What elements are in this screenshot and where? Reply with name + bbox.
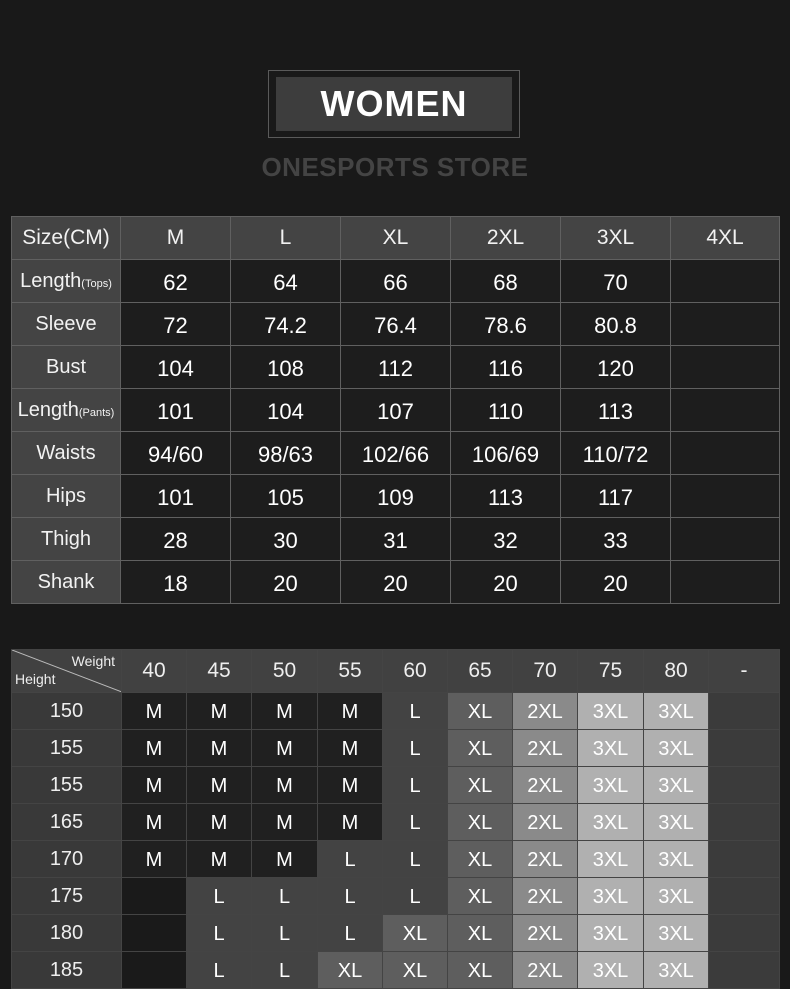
recommended-size: 2XL: [513, 952, 578, 989]
recommended-size: [709, 693, 780, 730]
recommended-size: [709, 804, 780, 841]
recommended-size: M: [122, 693, 187, 730]
recommended-size: L: [318, 915, 383, 952]
weight-label: Weight: [71, 653, 115, 669]
weight-header: -: [709, 650, 780, 693]
recommended-size: [709, 730, 780, 767]
page-title: WOMEN: [276, 77, 512, 131]
recommended-size: M: [252, 841, 318, 878]
measure-name: Sleeve: [35, 312, 97, 335]
measure-value: 20: [231, 561, 341, 604]
recommended-size: L: [383, 878, 448, 915]
recommended-size: M: [252, 804, 318, 841]
measure-qualifier: (Pants): [78, 406, 115, 419]
store-name: ONESPORTS STORE: [261, 152, 529, 182]
recommended-size: M: [318, 730, 383, 767]
recommended-size: XL: [448, 693, 513, 730]
size-row: [12, 303, 780, 346]
weight-header: 55: [318, 650, 383, 693]
measure-value: 68: [451, 260, 561, 303]
recommended-size: L: [187, 915, 252, 952]
size-row: [12, 346, 780, 389]
measure-value: 120: [561, 346, 671, 389]
measure-name: Bust: [45, 355, 87, 378]
height-label: 180: [12, 915, 122, 952]
measure-value: 76.4: [341, 303, 451, 346]
recommended-size: M: [122, 730, 187, 767]
recommended-size: M: [252, 693, 318, 730]
recommended-size: 3XL: [644, 915, 709, 952]
recommended-size: 3XL: [644, 841, 709, 878]
recommended-size: M: [318, 804, 383, 841]
measure-label: [12, 389, 121, 432]
weight-header: 65: [448, 650, 513, 693]
measure-label: [12, 518, 121, 561]
measure-label: [12, 475, 121, 518]
recommended-size: 3XL: [644, 804, 709, 841]
recommended-size: [709, 767, 780, 804]
measure-value: 18: [121, 561, 231, 604]
measure-value: 70: [561, 260, 671, 303]
height-label: Height: [15, 671, 56, 687]
weight-header: 75: [578, 650, 644, 693]
measure-value: 20: [451, 561, 561, 604]
measure-value: 66: [341, 260, 451, 303]
size-row: [12, 260, 780, 303]
size-row: [12, 518, 780, 561]
measure-value: 30: [231, 518, 341, 561]
recommended-size: M: [318, 693, 383, 730]
height-row: [12, 952, 780, 989]
recommended-size: XL: [448, 767, 513, 804]
measure-value: 101: [121, 389, 231, 432]
measure-value: [671, 260, 780, 303]
recommended-size: L: [383, 804, 448, 841]
measure-value: 62: [121, 260, 231, 303]
measure-value: 102/66: [341, 432, 451, 475]
recommended-size: M: [122, 804, 187, 841]
size-header-row: [12, 217, 780, 260]
recommended-size: M: [122, 841, 187, 878]
measure-name: Shank: [37, 570, 95, 593]
recommended-size: XL: [448, 841, 513, 878]
measure-value: 98/63: [231, 432, 341, 475]
recommended-size: L: [252, 952, 318, 989]
recommended-size: 2XL: [513, 767, 578, 804]
recommended-size: L: [383, 767, 448, 804]
recommended-size: XL: [318, 952, 383, 989]
height-row: [12, 878, 780, 915]
height-label: 170: [12, 841, 122, 878]
recommended-size: M: [252, 730, 318, 767]
recommended-size: XL: [448, 878, 513, 915]
measure-value: 33: [561, 518, 671, 561]
measure-value: 105: [231, 475, 341, 518]
measure-value: 32: [451, 518, 561, 561]
recommended-size: 3XL: [644, 693, 709, 730]
height-label: 155: [12, 767, 122, 804]
measure-value: [671, 346, 780, 389]
recommended-size: M: [187, 730, 252, 767]
height-row: [12, 693, 780, 730]
measure-value: 78.6: [451, 303, 561, 346]
height-label: 165: [12, 804, 122, 841]
measure-name: Waists: [36, 441, 96, 464]
recommended-size: [709, 878, 780, 915]
measure-value: 106/69: [451, 432, 561, 475]
recommended-size: M: [187, 767, 252, 804]
measure-value: 64: [231, 260, 341, 303]
recommended-size: 2XL: [513, 730, 578, 767]
measure-name: Length: [20, 269, 82, 292]
recommended-size: XL: [448, 915, 513, 952]
measure-value: 110/72: [561, 432, 671, 475]
size-header: 4XL: [671, 217, 780, 260]
height-row: [12, 915, 780, 952]
measure-value: 28: [121, 518, 231, 561]
recommended-size: L: [187, 952, 252, 989]
measure-value: 80.8: [561, 303, 671, 346]
recommended-size: 3XL: [578, 693, 644, 730]
measure-label: [12, 303, 121, 346]
recommended-size: 3XL: [578, 730, 644, 767]
measure-value: 117: [561, 475, 671, 518]
recommended-size: 3XL: [578, 878, 644, 915]
height-label: 150: [12, 693, 122, 730]
recommended-size: 2XL: [513, 804, 578, 841]
height-row: [12, 730, 780, 767]
measure-label: [12, 346, 121, 389]
height-label: 155: [12, 730, 122, 767]
measure-label: [12, 561, 121, 604]
measure-value: 104: [121, 346, 231, 389]
measure-value: 101: [121, 475, 231, 518]
recommended-size: 2XL: [513, 915, 578, 952]
measure-value: 20: [561, 561, 671, 604]
recommended-size: 3XL: [578, 915, 644, 952]
weight-header: 80: [644, 650, 709, 693]
recommended-size: 2XL: [513, 878, 578, 915]
recommended-size: L: [187, 878, 252, 915]
recommended-size: [709, 841, 780, 878]
recommended-size: XL: [448, 804, 513, 841]
recommended-size: XL: [383, 915, 448, 952]
size-chart-table: [11, 216, 780, 604]
recommended-size: L: [252, 915, 318, 952]
size-row: [12, 475, 780, 518]
measure-value: 116: [451, 346, 561, 389]
recommended-size: [709, 915, 780, 952]
recommended-size: L: [252, 878, 318, 915]
recommended-size: [122, 952, 187, 989]
measure-label: [12, 432, 121, 475]
height-label: 185: [12, 952, 122, 989]
measure-value: 108: [231, 346, 341, 389]
recommended-size: XL: [448, 730, 513, 767]
measure-value: [671, 389, 780, 432]
measure-value: 94/60: [121, 432, 231, 475]
recommended-size: XL: [383, 952, 448, 989]
measure-value: 74.2: [231, 303, 341, 346]
recommended-size: 3XL: [644, 730, 709, 767]
recommended-size: 3XL: [644, 878, 709, 915]
measure-value: 109: [341, 475, 451, 518]
recommended-size: [709, 952, 780, 989]
measure-value: 107: [341, 389, 451, 432]
recommended-size: 3XL: [644, 952, 709, 989]
recommended-size: 2XL: [513, 693, 578, 730]
measure-name: Hips: [45, 484, 86, 507]
measure-value: 110: [451, 389, 561, 432]
recommended-size: M: [187, 693, 252, 730]
size-row: [12, 561, 780, 604]
recommended-size: M: [187, 841, 252, 878]
measure-value: [671, 475, 780, 518]
recommended-size: 3XL: [578, 767, 644, 804]
measure-value: 20: [341, 561, 451, 604]
recommended-size: L: [383, 693, 448, 730]
measure-qualifier: (Tops): [81, 277, 112, 290]
size-header: 3XL: [561, 217, 671, 260]
recommended-size: XL: [448, 952, 513, 989]
recommended-size: [122, 878, 187, 915]
size-corner-label: Size(CM): [12, 217, 121, 260]
recommended-size: 3XL: [644, 767, 709, 804]
size-row: [12, 432, 780, 475]
weight-height-corner: [12, 650, 122, 693]
measure-name: Thigh: [40, 527, 92, 550]
weight-height-table: [11, 649, 780, 989]
recommended-size: M: [187, 804, 252, 841]
measure-value: 72: [121, 303, 231, 346]
size-header: L: [231, 217, 341, 260]
measure-value: [671, 518, 780, 561]
recommended-size: 3XL: [578, 952, 644, 989]
measure-value: [671, 432, 780, 475]
weight-header: 40: [122, 650, 187, 693]
measure-value: 31: [341, 518, 451, 561]
measure-value: 104: [231, 389, 341, 432]
recommended-size: M: [122, 767, 187, 804]
measure-label: [12, 260, 121, 303]
height-row: [12, 841, 780, 878]
height-label: 175: [12, 878, 122, 915]
weight-header: 45: [187, 650, 252, 693]
recommended-size: L: [318, 878, 383, 915]
size-header: XL: [341, 217, 451, 260]
recommended-size: 2XL: [513, 841, 578, 878]
measure-value: [671, 561, 780, 604]
height-row: [12, 804, 780, 841]
size-header: 2XL: [451, 217, 561, 260]
measure-name: Length: [17, 398, 79, 421]
weight-header-row: [12, 650, 780, 693]
measure-value: 113: [561, 389, 671, 432]
recommended-size: L: [318, 841, 383, 878]
measure-value: 112: [341, 346, 451, 389]
size-header: M: [121, 217, 231, 260]
weight-header: 50: [252, 650, 318, 693]
measure-value: [671, 303, 780, 346]
recommended-size: [122, 915, 187, 952]
measure-value: 113: [451, 475, 561, 518]
recommended-size: L: [383, 730, 448, 767]
recommended-size: M: [318, 767, 383, 804]
height-row: [12, 767, 780, 804]
recommended-size: M: [252, 767, 318, 804]
size-row: [12, 389, 780, 432]
weight-header: 60: [383, 650, 448, 693]
recommended-size: L: [383, 841, 448, 878]
recommended-size: 3XL: [578, 804, 644, 841]
recommended-size: 3XL: [578, 841, 644, 878]
weight-header: 70: [513, 650, 578, 693]
